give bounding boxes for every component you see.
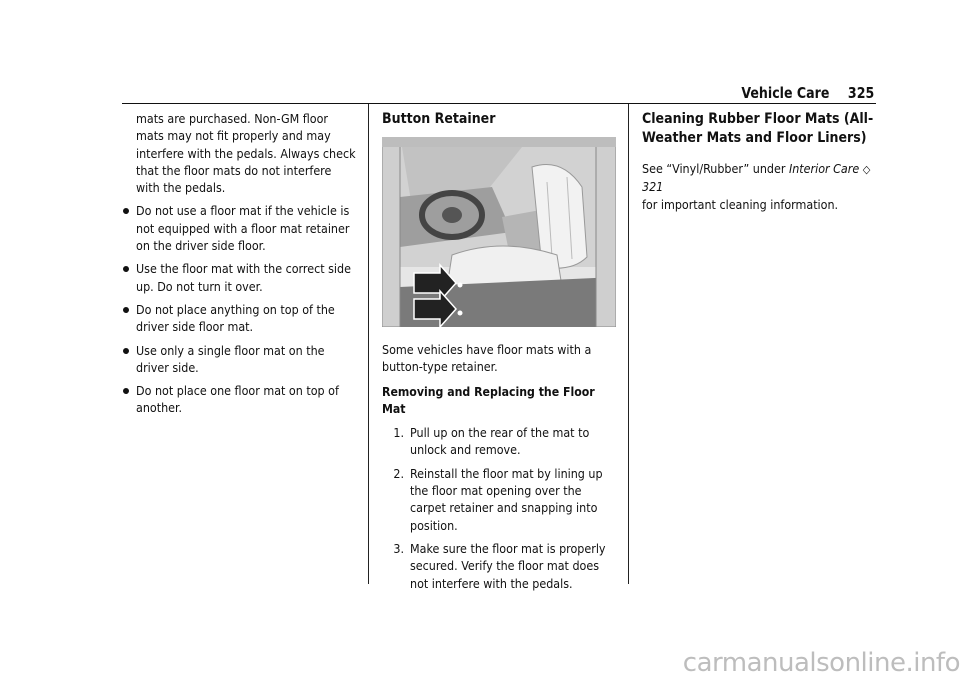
cross-reference-link[interactable]: Interior Care (788, 161, 860, 176)
watermark: carmanualsonline.info (682, 648, 960, 678)
page-header (741, 84, 874, 102)
bullet-icon (123, 388, 129, 394)
header-rule (122, 103, 876, 104)
column-divider-right (628, 104, 629, 584)
bullet-icon (123, 307, 129, 313)
page-ref-icon: ◇ (862, 163, 871, 176)
bullet-icon (123, 208, 129, 214)
left-column (122, 110, 358, 417)
bullet-item: Do not place one floor mat on top of another. (122, 382, 358, 417)
page-number: 325 (847, 84, 874, 102)
intro-paragraph: mats are purchased. Non-GM floor mats may not fit properly and may interfere with the pedals. Always check that the floor mats do not interfere with the pedals. (136, 111, 356, 196)
bullet-item: Use only a single floor mat on the driver side. (122, 342, 358, 377)
bullet-icon (123, 348, 129, 354)
step-item: 2. Reinstall the floor mat by lining up the floor mat opening over the carpet retainer and snapping into position. (393, 465, 603, 533)
bullet-item: Use the floor mat with the correct side up. Do not turn it over. (122, 260, 358, 295)
bullet-icon (123, 266, 129, 272)
step-item: 3. Make sure the floor mat is properly secured. Verify the floor mat does not interfere with the pedals. (393, 540, 606, 591)
floor-mat-retainer-illustration (382, 137, 616, 327)
caption-paragraph: Some vehicles have floor mats with a button-type retainer. (382, 342, 592, 375)
bullet-item: Do not place anything on top of the driver side floor mat. (122, 301, 358, 336)
bullet-item: Do not use a floor mat if the vehicle is not equipped with a floor mat retainer on the driver side floor. (122, 202, 358, 254)
cross-reference-page[interactable]: 321 (642, 179, 664, 195)
cleaning-paragraph: See “Vinyl/Rubber” under Interior Care ◇ 321 for important cleaning information. (642, 161, 871, 212)
section-title-button-retainer: Button Retainer (382, 111, 496, 127)
section-name: Vehicle Care (741, 84, 830, 102)
subheading-removing-replacing: Removing and Replacing the Floor Mat (382, 384, 595, 416)
steps-list (382, 424, 618, 592)
middle-column (382, 110, 618, 592)
right-column (642, 110, 878, 213)
section-title-cleaning-rubber-mats: Cleaning Rubber Floor Mats (All-Weather Mats and Floor Liners) (642, 111, 874, 146)
step-item: 1. Pull up on the rear of the mat to unlock and remove. (393, 425, 590, 458)
column-divider-left (368, 104, 369, 584)
